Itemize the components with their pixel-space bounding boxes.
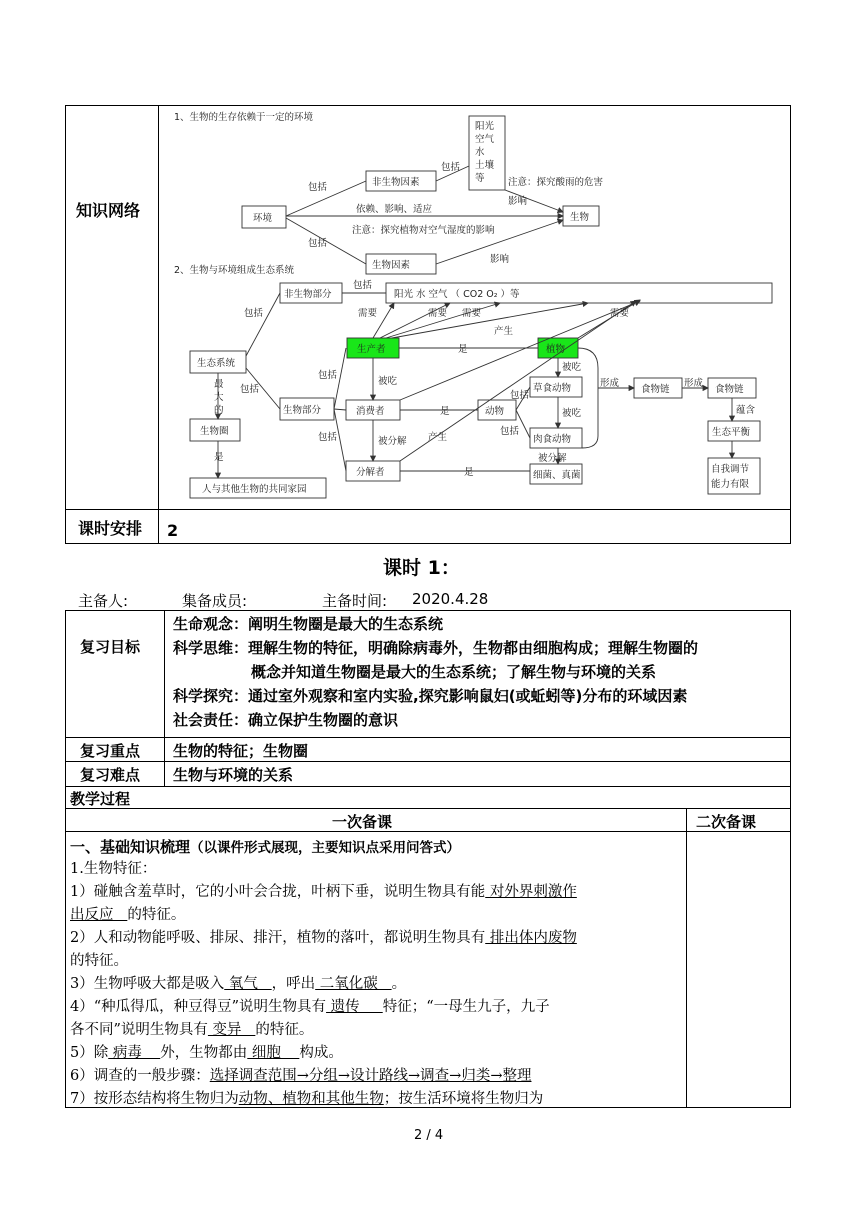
node-self-regulate-2: 能力有限 [711,479,750,490]
col-second-prep: 二次备课 [696,813,757,831]
node-herbivore: 草食动物 [533,383,572,394]
label-affect-b: 影响 [490,254,510,265]
label-include-h: 包括 [510,390,530,401]
node-carnivore: 肉食动物 [533,434,572,445]
label-need-c: 需要 [462,308,482,319]
node-food-web: 食物链 [715,384,744,395]
knowledge-network-label: 知识网络 [76,201,141,220]
heading-2: 2、生物与环境组成生态系统 [174,265,295,276]
process-label: 教学过程 [70,790,131,808]
line-1b: 出反应 的特征。 [70,907,186,923]
section-title: 一、基础知识梳理 [70,838,191,856]
key-label: 复习重点 [80,742,141,760]
answer-variation: 变异 [207,1022,256,1038]
table-divider-vertical [158,105,159,544]
goal-line-4: 社会责任：确立保护生物圈的意识 [173,711,399,729]
section-note: （以课件形式展现，主要知识点采用问答式） [190,840,461,856]
col-first-prep: 一次备课 [332,813,393,831]
lesson-divider-v2 [686,808,687,1108]
node-biosphere: 生物圈 [200,426,229,437]
content-lines [70,858,682,1111]
lesson-title: 课时 1： [383,557,460,579]
schedule-value: 2 [167,521,179,540]
label-affect-a: 影响 [508,196,528,207]
label-depend: 依赖、影响、适应 [356,204,433,215]
factor-4: 等 [475,173,485,184]
preparer-lead-label: 主备人: [78,592,129,610]
goal-line-0: 生命观念：阐明生物圈是最大的生态系统 [173,615,444,633]
label-include-i: 包括 [500,426,520,437]
answer-survey-steps: 选择调查范围→分组→设计路线→调查→归类→整理 [209,1068,532,1084]
label-decomposed-a: 被分解 [378,436,407,447]
label-is-c: 是 [440,406,450,417]
answer-stimulus-a: 对外界刺激作 [485,884,577,900]
label-include-g: 包括 [318,432,338,443]
difficult-value: 生物与环境的关系 [173,766,294,784]
goals-label: 复习目标 [80,638,141,656]
label-form-a: 形成 [600,378,620,389]
label-largest-2: 大 [214,392,224,403]
preparer-time-label: 主备时间: [322,592,388,610]
node-resources: 阳光 水 空气 （ CO2 O₂ ）等 [394,289,520,300]
lesson-divider-h5 [65,831,791,832]
difficult-label: 复习难点 [80,766,141,784]
answer-classification: 动物、植物和其他生物 [238,1091,384,1107]
label-largest-3: 的 [214,405,224,416]
node-balance: 生态平衡 [712,427,751,438]
factor-2: 水 [475,147,485,158]
node-plant: 植物 [546,344,566,355]
node-bacteria: 细菌、真菌 [533,470,581,481]
node-env: 环境 [253,213,273,224]
label-contains: 蕴含 [736,405,756,416]
table-divider-horizontal [65,509,791,510]
concept-map [160,106,790,508]
label-form-b: 形成 [684,378,704,389]
line-1: 1）碰触含羞草时，它的小叶会合拢，叶柄下垂，说明生物具有能 对外界刺激作 [70,884,577,900]
label-include-d: 包括 [244,308,264,319]
factor-1: 空气 [475,134,495,145]
schedule-label: 课时安排 [78,519,143,538]
answer-heredity: 遗传 [326,999,383,1015]
label-need-a: 需要 [358,308,378,319]
label-note-plant: 注意：探究植物对空气湿度的影响 [352,225,495,236]
section-title-row [70,836,460,857]
line-2: 2）人和动物能呼吸、排尿、排汗，植物的落叶，都说明生物具有 排出体内废物 [70,930,577,946]
line-6: 6）调查的一般步骤：选择调查范围→分组→设计路线→调查→归类→整理 [70,1068,532,1084]
node-biotic: 生物因素 [372,260,411,271]
label-decomposed-b: 被分解 [538,453,567,464]
node-abiotic-part: 非生物部分 [284,289,332,300]
answer-virus: 病毒 [108,1045,161,1061]
node-home: 人与其他生物的共同家园 [202,484,307,495]
label-produce-b: 产生 [428,432,448,443]
label-largest-1: 最 [214,379,224,390]
factor-0: 阳光 [475,121,495,132]
label-is-d: 是 [464,467,474,478]
node-food-chain: 食物链 [641,384,670,395]
answer-cell: 细胞 [247,1045,300,1061]
answer-oxygen: 氧气 [224,976,272,992]
label-produce: 产生 [494,326,514,337]
line-5: 5）除 病毒 外，生物都由 细胞 构成。 [70,1045,343,1061]
label-include-f: 包括 [318,370,338,381]
lesson-divider-h2 [65,761,791,762]
lesson-divider-h3 [65,786,791,787]
label-is-b: 是 [458,344,468,355]
factor-3: 土壤 [475,160,495,171]
line-3: 3）生物呼吸大都是吸入 氧气 ，呼出 二氧化碳 。 [70,976,407,992]
label-eaten-a: 被吃 [378,376,398,387]
node-animal: 动物 [485,406,505,417]
goal-line-1: 科学思维：理解生物的特征，明确除病毒外，生物都由细胞构成；理解生物圈的 [173,639,699,657]
node-consumer: 消费者 [356,406,385,417]
answer-stimulus-b: 出反应 [70,907,128,923]
node-decomposer: 分解者 [356,467,385,478]
line-0: 1.生物特征： [70,861,157,877]
node-organism: 生物 [570,212,590,223]
line-7: 7）按形态结构将生物归为动物、植物和其他生物；按生活环境将生物归为 [70,1091,544,1107]
node-abiotic: 非生物因素 [372,177,420,188]
preparer-members-label: 集备成员: [182,592,248,610]
node-biotic-part: 生物部分 [283,405,322,416]
node-self-regulate-1: 自我调节 [711,464,750,475]
goal-line-2: 概念并知道生物圈是最大的生态系统；了解生物与环境的关系 [251,663,657,681]
lesson-divider-h1 [65,737,791,738]
lesson-divider-h4 [65,808,791,809]
label-eaten-c: 被吃 [562,408,582,419]
label-need-b: 需要 [428,308,448,319]
label-is-a: 是 [214,452,224,463]
label-eaten-b: 被吃 [562,362,582,373]
line-2b: 的特征。 [70,953,128,969]
heading-1: 1、生物的生存依赖于一定的环境 [174,112,314,123]
label-note-acid: 注意：探究酸雨的危害 [508,177,604,188]
label-need-d: 需要 [610,308,630,319]
label-include-b: 包括 [308,238,328,249]
preparer-time-value: 2020.4.28 [412,590,489,608]
answer-co2: 二氧化碳 [315,976,392,992]
node-ecosystem: 生态系统 [197,358,236,369]
label-include-c: 包括 [441,162,461,173]
key-value: 生物的特征；生物圈 [173,742,309,760]
page-number: 2 / 4 [414,1128,444,1143]
label-include-e: 包括 [240,384,260,395]
line-4: 4）“种瓜得瓜，种豆得豆”说明生物具有 遗传 特征；“一母生九子，九子 [70,999,550,1015]
node-producer: 生产者 [357,344,386,355]
label-include-j: 包括 [353,280,373,291]
line-4b: 各不同”说明生物具有 变异 的特征。 [70,1022,314,1038]
goal-line-3: 科学探究：通过室外观察和室内实验,探究影响鼠妇(或蚯蚓等)分布的环域因素 [173,687,688,705]
answer-excrete: 排出体内废物 [485,930,577,946]
label-include-a: 包括 [308,182,328,193]
